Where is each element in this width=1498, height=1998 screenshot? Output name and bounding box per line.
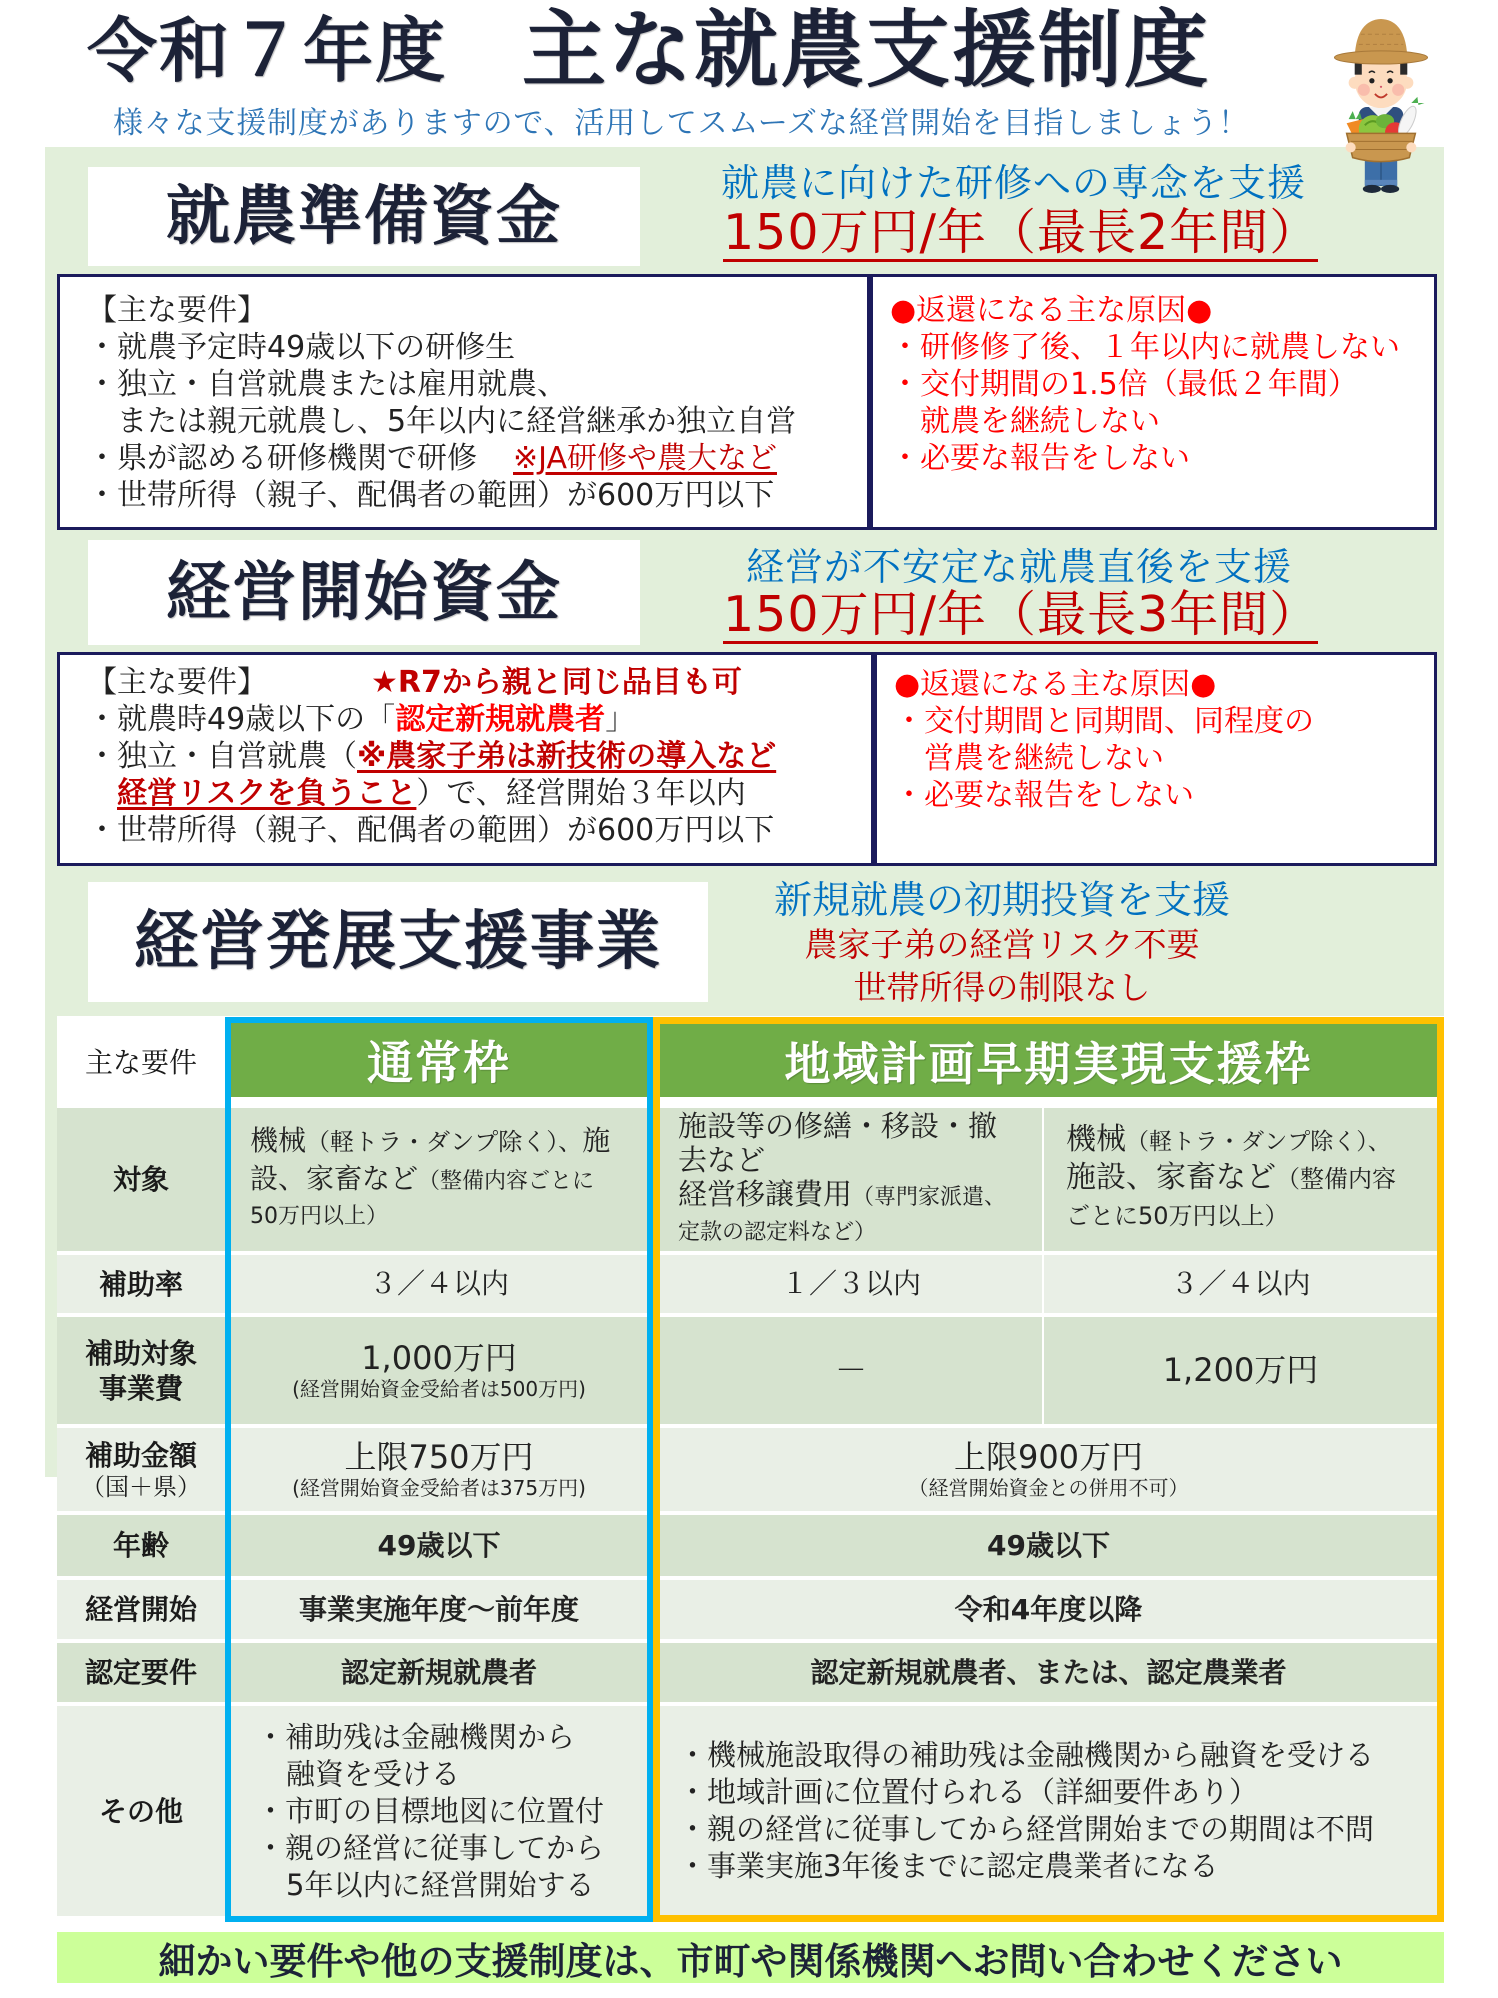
cell-text: 施設等の修繕・移設・撤去など xyxy=(678,1108,998,1177)
requirement-item xyxy=(87,701,871,738)
section-title-box xyxy=(88,882,708,1002)
requirement-text: ・就農時49歳以下の「 xyxy=(87,702,396,737)
row-label-text: 認定要件 xyxy=(84,1656,197,1689)
requirement-emphasis: 認定新規就農者 xyxy=(395,702,606,737)
list-item: ・補助残は金融機関から xyxy=(256,1719,576,1754)
footer-notice xyxy=(57,1932,1444,1983)
requirement-text: ・県が認める研修機関で研修 xyxy=(87,441,477,476)
cell-note: （専門家派遣、定款の認定料など） xyxy=(678,1184,1007,1245)
row-label-text: 事業費 xyxy=(98,1371,183,1405)
cell-value: 上限900万円 xyxy=(953,1438,1144,1477)
cell-value: 49歳以下 xyxy=(987,1528,1110,1562)
section-tagline: 経営が不安定な就農直後を支援 xyxy=(746,545,1293,589)
cell-note: （整備内容ごとに50万円以上） xyxy=(1066,1165,1396,1230)
section-tagline: 就農に向けた研修への専念を支援 xyxy=(721,161,1307,205)
cell-note: (経営開始資金受給者は375万円) xyxy=(292,1475,586,1500)
row-label-subsidy-rate xyxy=(57,1255,225,1313)
page-title-year: 令和７年度 xyxy=(87,10,447,92)
section-amount: 150万円/年（最長2年間） xyxy=(723,204,1320,261)
row-label-other xyxy=(57,1706,225,1916)
farmer-with-vegetable-basket-icon xyxy=(1334,14,1428,194)
cell-value: 認定新規就農者、または、認定農業者 xyxy=(810,1655,1287,1689)
section-title: 経営発展支援事業 xyxy=(134,905,662,979)
row-label-text: 補助対象 xyxy=(84,1336,197,1370)
requirements-box xyxy=(57,274,870,530)
requirement-item xyxy=(87,440,867,477)
cell-value: － xyxy=(834,1351,867,1390)
section-title-box xyxy=(88,540,640,645)
page-subtitle: 様々な支援制度がありますので、活用してスムーズな経営開始を目指しましょう！ xyxy=(113,106,1249,141)
repayment-item: ・必要な報告をしない xyxy=(890,441,1190,476)
cell-text: 施設、家畜など xyxy=(250,1124,611,1195)
repayment-item: 営農を継続しない xyxy=(924,741,1164,776)
row-label-subtext: （国＋県） xyxy=(81,1472,201,1501)
cell-note: （経営開始資金との併用不可） xyxy=(908,1475,1189,1500)
cell-note: （整備内容ごとに50万円以上） xyxy=(250,1169,595,1229)
row-label-text: その他 xyxy=(98,1794,183,1828)
section-amount: 150万円/年（最長3年間） xyxy=(723,586,1320,643)
cell-text: 機械 xyxy=(250,1124,307,1157)
list-item: ・機械施設取得の補助残は金融機関から融資を受ける xyxy=(678,1738,1375,1772)
table-corner-label xyxy=(57,1016,225,1106)
section-title-box xyxy=(88,167,640,266)
cell-value: 認定新規就農者 xyxy=(340,1655,537,1689)
requirement-text: ・独立・自営就農（ xyxy=(87,739,357,774)
requirement-text: 」 xyxy=(605,702,636,737)
requirement-item: または親元就農し、5年以内に経営継承か独立自営 xyxy=(117,404,797,439)
row-label-text: 年齢 xyxy=(112,1529,169,1562)
cell-text: 経営移譲費用 xyxy=(678,1176,853,1211)
row-label-subsidy-amount xyxy=(57,1428,225,1511)
list-item: ・市町の目標地図に位置付 xyxy=(256,1793,605,1828)
repayment-box xyxy=(870,274,1437,530)
requirements-heading-row xyxy=(87,664,871,701)
cell-value: ３／４以内 xyxy=(1170,1267,1311,1301)
repayment-heading: ●返還になる主な原因● xyxy=(894,667,1217,702)
footer-notice-text: 細かい要件や他の支援制度は、市町や関係機関へお問い合わせください xyxy=(158,1939,1343,1983)
regional-frame-border xyxy=(653,1017,1444,1922)
corner-label-text: 主な要件 xyxy=(84,1046,197,1079)
new-rule-highlight: ★R7から親と同じ品目も可 xyxy=(371,665,742,700)
cell-value: 令和4年度以降 xyxy=(954,1592,1143,1626)
requirements-heading: 【主な要件】 xyxy=(87,293,267,328)
requirement-note: ※JA研修や農大など xyxy=(513,441,777,476)
repayment-item: ・必要な報告をしない xyxy=(894,778,1194,813)
cell-note: （軽トラ・ダンプ除く）、 xyxy=(306,1128,583,1156)
row-label-eligible-cost xyxy=(57,1317,225,1424)
list-item: ・事業実施3年後までに認定農業者になる xyxy=(678,1849,1219,1883)
regular-frame-border xyxy=(225,1017,653,1922)
repayment-heading: ●返還になる主な原因● xyxy=(890,293,1213,328)
cell-value: 49歳以下 xyxy=(377,1528,501,1562)
repayment-item: ・交付期間の1.5倍（最低２年間） xyxy=(890,367,1358,402)
list-item: ・親の経営に従事してから経営開始までの期間は不問 xyxy=(678,1812,1375,1846)
section-point: 農家子弟の経営リスク不要 xyxy=(804,924,1200,964)
requirement-item xyxy=(87,738,871,775)
cell-note: （軽トラ・ダンプ除く）、 xyxy=(1126,1129,1391,1155)
row-label-text: 経営開始 xyxy=(84,1593,197,1626)
section-point: 世帯所得の制限なし xyxy=(853,968,1151,1008)
column-header-text: 通常枠 xyxy=(367,1036,511,1090)
row-label-start xyxy=(57,1580,225,1639)
requirements-heading: 【主な要件】 xyxy=(87,665,267,700)
section-points xyxy=(760,878,1244,1008)
repayment-item: ・研修修了後、１年以内に就農しない xyxy=(890,330,1400,365)
list-item: ・親の経営に従事してから xyxy=(256,1830,605,1865)
section-title: 就農準備資金 xyxy=(166,179,562,254)
cell-value: 1,200万円 xyxy=(1162,1351,1319,1390)
row-label-text: 対象 xyxy=(112,1163,169,1196)
requirements-box xyxy=(57,652,874,866)
column-header-text: 地域計画早期実現支援枠 xyxy=(784,1036,1313,1091)
row-label-target xyxy=(57,1108,225,1251)
list-item-continued: 5年以内に経営開始する xyxy=(286,1867,595,1902)
cell-value: ３／４以内 xyxy=(368,1267,509,1301)
list-item-continued: 融資を受ける xyxy=(286,1756,461,1791)
requirement-item: ・世帯所得（親子、配偶者の範囲）が600万円以下 xyxy=(87,478,775,513)
requirement-item: ・独立・自営就農または雇用就農、 xyxy=(87,367,567,402)
requirement-item: ・世帯所得（親子、配偶者の範囲）が600万円以下 xyxy=(87,813,775,848)
row-label-text: 補助金額 xyxy=(84,1438,197,1472)
list-item: ・地域計画に位置付られる（詳細要件あり） xyxy=(678,1775,1259,1809)
cell-text: 施設、家畜など xyxy=(1066,1160,1276,1195)
section-tagline: 新規就農の初期投資を支援 xyxy=(773,878,1230,922)
requirement-item: ・就農予定時49歳以下の研修生 xyxy=(87,330,516,365)
cell-value: １／３以内 xyxy=(780,1267,921,1301)
requirement-text: ）で、経営開始３年以内 xyxy=(416,776,746,811)
repayment-item: ・交付期間と同期間、同程度の xyxy=(894,704,1314,739)
row-label-age xyxy=(57,1515,225,1576)
page-title: 主な就農支援制度 xyxy=(522,1,1211,99)
cell-value: 1,000万円 xyxy=(361,1339,517,1378)
cell-value: 事業実施年度～前年度 xyxy=(298,1592,579,1626)
requirement-note: ※農家子弟は新技術の導入など xyxy=(357,739,777,774)
requirement-item xyxy=(87,775,871,812)
row-label-certification xyxy=(57,1643,225,1702)
repayment-box xyxy=(874,652,1437,866)
section-title: 経営開始資金 xyxy=(166,555,562,630)
row-label-text: 補助率 xyxy=(98,1267,183,1301)
requirement-note: 経営リスクを負うこと xyxy=(117,776,417,811)
cell-text: 機械 xyxy=(1066,1122,1126,1157)
repayment-item: 就農を継続しない xyxy=(920,404,1160,439)
cell-value: 上限750万円 xyxy=(344,1438,534,1477)
cell-note: (経営開始資金受給者は500万円) xyxy=(292,1376,586,1401)
